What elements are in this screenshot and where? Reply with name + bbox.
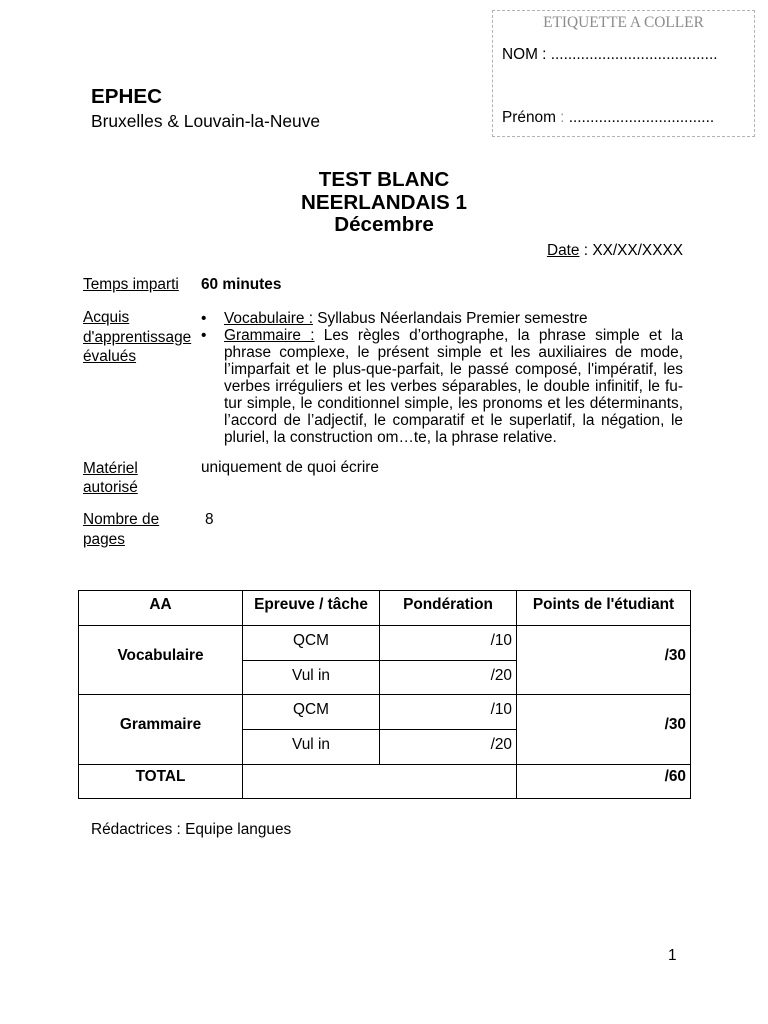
time-label: Temps imparti xyxy=(83,276,179,293)
pages-label-line: pages xyxy=(83,531,125,548)
material-label-line: autorisé xyxy=(83,478,138,496)
weight-cell: /20 xyxy=(380,661,517,695)
school-name: EPHEC xyxy=(91,85,162,108)
date-line xyxy=(547,242,683,260)
title-line-2: NEERLANDAIS 1 xyxy=(301,190,467,214)
pages-label-line: Nombre de xyxy=(83,511,160,528)
objective-line: l’imparfait et le plus-que-parfait, le passé composé, l'impératif, les xyxy=(224,360,683,378)
total-points: /60 xyxy=(517,765,691,799)
section-points: /30 xyxy=(517,626,691,695)
header-task: Epreuve / tâche xyxy=(243,591,380,626)
sticker-label-title: ETIQUETTE A COLLER xyxy=(543,14,704,31)
pages-value: 8 xyxy=(205,511,214,528)
weight-cell: /10 xyxy=(380,626,517,661)
document-title xyxy=(0,169,768,237)
prenom-label: Prénom xyxy=(502,109,556,126)
date-value: XX/XX/XXXX xyxy=(592,242,683,259)
prenom-field xyxy=(502,109,714,127)
objectives-label xyxy=(83,308,191,367)
objective-line xyxy=(224,310,683,327)
page-number: 1 xyxy=(668,947,677,964)
task-cell: QCM xyxy=(243,695,380,730)
time-value: 60 minutes xyxy=(201,276,282,293)
title-line-1: TEST BLANC xyxy=(318,168,450,191)
objective-label: Grammaire : xyxy=(224,326,315,344)
bullet: • xyxy=(201,326,207,344)
grading-table xyxy=(78,590,691,799)
objective-label: Vocabulaire : xyxy=(224,309,313,327)
task-cell: Vul in xyxy=(243,730,380,765)
objective-line: phrase complexe, le présent simple et les auxiliaires de mode, xyxy=(224,343,683,361)
header-weight: Pondération xyxy=(380,591,517,626)
authors-line: Rédactrices : Equipe langues xyxy=(91,821,292,838)
objective-line: verbes irréguliers et les verbes séparables, le double infinitif, le fu- xyxy=(224,377,683,395)
objectives-list xyxy=(201,310,683,446)
objective-line: pluriel, la construction om…te, la phrase relative. xyxy=(224,428,557,446)
date-label: Date xyxy=(546,242,580,259)
total-label: TOTAL xyxy=(79,765,243,799)
total-empty-cell xyxy=(243,765,517,799)
title-line-3: Décembre xyxy=(334,213,434,236)
objective-line: tur simple, le conditionnel simple, les pronoms et les déterminants, xyxy=(224,394,683,412)
objective-vocabulaire xyxy=(201,310,683,327)
header-student-points: Points de l'étudiant xyxy=(517,591,691,626)
sticker-label-box xyxy=(492,10,755,137)
objective-line: l’accord de l’adjectif, le comparatif et le superlatif, la négation, le xyxy=(224,411,683,429)
task-cell: Vul in xyxy=(243,661,380,695)
nom-field xyxy=(502,46,718,64)
objective-grammaire xyxy=(201,327,683,446)
prenom-colon: : xyxy=(560,109,565,126)
material-label-line: Matériel xyxy=(83,459,138,477)
pages-label xyxy=(83,510,159,550)
objective-text: Les règles d’orthographe, la phrase simple et la xyxy=(323,326,684,344)
section-points: /30 xyxy=(517,695,691,765)
objectives-label-line: Acquis xyxy=(83,309,130,326)
prenom-dots: .................................. xyxy=(568,109,715,126)
objectives-label-line: d'apprentissage xyxy=(83,328,192,346)
material-label xyxy=(83,459,138,498)
nom-label: NOM : xyxy=(502,46,547,63)
objective-line xyxy=(224,327,683,344)
objective-text: Syllabus Néerlandais Premier semestre xyxy=(317,309,588,327)
weight-cell: /10 xyxy=(380,695,517,730)
school-location: Bruxelles & Louvain-la-Neuve xyxy=(91,111,321,131)
header-aa: AA xyxy=(79,591,243,626)
objectives-label-line: évalués xyxy=(83,348,137,365)
nom-dots: ....................................... xyxy=(550,46,718,63)
material-value: uniquement de quoi écrire xyxy=(201,459,379,476)
date-separator: : xyxy=(583,242,589,259)
section-aa: Vocabulaire xyxy=(79,626,243,695)
bullet: • xyxy=(201,309,207,327)
section-aa: Grammaire xyxy=(79,695,243,765)
weight-cell: /20 xyxy=(380,730,517,765)
task-cell: QCM xyxy=(243,626,380,661)
